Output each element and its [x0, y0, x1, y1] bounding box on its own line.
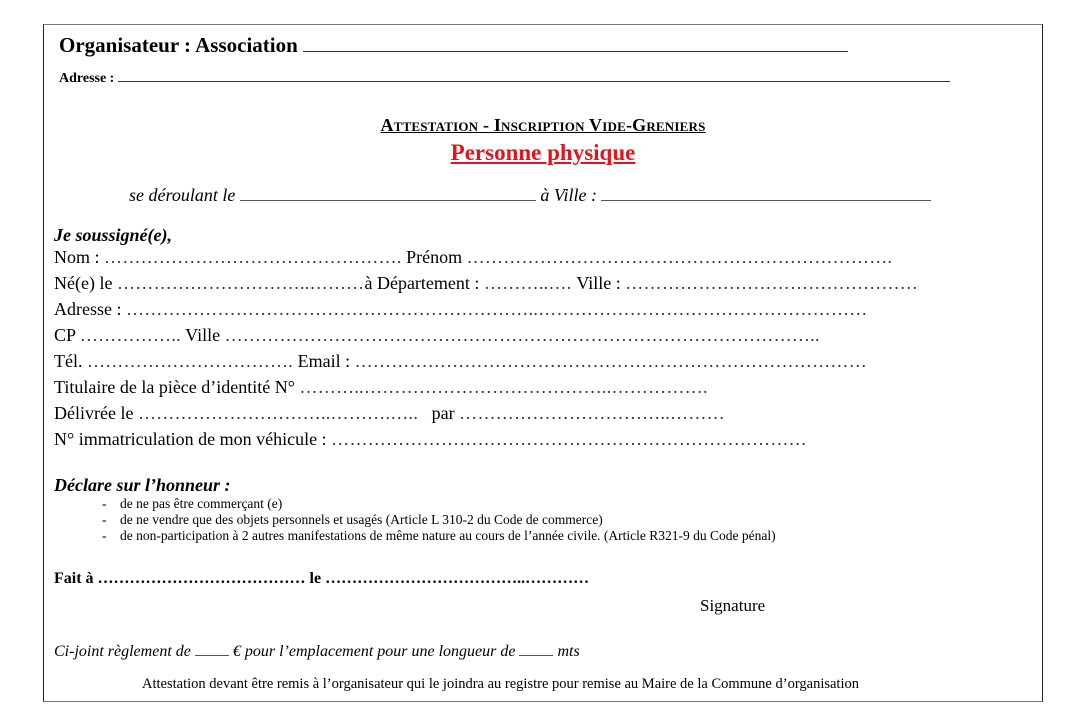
name-label: Nom :	[54, 247, 100, 267]
form-subtitle: Personne physique	[450, 140, 636, 165]
declaration-item: - de ne pas être commerçant (e)	[102, 496, 776, 512]
event-date-field[interactable]	[240, 199, 536, 201]
payment-label: Ci-joint règlement de	[54, 643, 191, 660]
issued-by-field[interactable]: ……………………………..………	[459, 403, 725, 423]
declaration-list	[102, 496, 776, 544]
city-label: Ville	[185, 325, 221, 345]
field-row-contact	[54, 348, 918, 374]
address-label: Adresse :	[59, 71, 115, 86]
length-field[interactable]	[519, 654, 553, 656]
vehicle-plate-label: N° immatriculation de mon véhicule :	[54, 429, 327, 449]
field-row-name	[54, 244, 918, 270]
signature-label: Signature	[700, 596, 766, 615]
address-field[interactable]: …………………………………………………………..………………………………………………	[125, 299, 868, 319]
declaration-item: - de non-participation à 2 autres manifestations de même nature au cours de l’année civile. (Article R321-9 du Code pénal)	[102, 528, 776, 544]
declaration-item: - de ne vendre que des objets personnels et usagés (Article L 310-2 du Code de commerce)	[102, 512, 776, 528]
address-line	[59, 71, 950, 87]
name-field[interactable]: ………………………………………….	[104, 247, 402, 267]
organiser-name-field[interactable]	[303, 50, 848, 52]
id-number-field[interactable]: ………..…………………………………..…………….	[299, 377, 708, 397]
date-label: le	[309, 570, 322, 587]
birth-city-field[interactable]: …………………………………………	[625, 273, 919, 293]
city-field[interactable]: ……………………………………………………………………………………..	[224, 325, 820, 345]
place-field[interactable]: …………………………………	[97, 570, 306, 587]
email-label: Email :	[297, 351, 351, 371]
phone-field[interactable]: …………………………….	[87, 351, 294, 371]
organiser-label: Organisateur : Association	[59, 33, 298, 57]
attestation-form	[43, 24, 1043, 702]
birth-city-label: Ville :	[576, 273, 621, 293]
declaration-heading: Déclare sur l’honneur :	[54, 475, 231, 495]
birthdate-label: Né(e) le	[54, 273, 113, 293]
email-field[interactable]: …………………………………………………………………………	[354, 351, 868, 371]
firstname-label: Prénom	[406, 247, 463, 267]
firstname-field[interactable]: …………………………………………………………….	[466, 247, 893, 267]
identity-fields	[54, 244, 918, 452]
postcode-label: CP	[54, 325, 76, 345]
event-city-field[interactable]	[601, 199, 931, 201]
form-title: Attestation - Inscription Vide-Greniers	[380, 115, 706, 135]
length-label: € pour l’emplacement pour une longueur de	[232, 643, 516, 660]
field-row-vehicle	[54, 426, 918, 452]
event-city-label: à Ville :	[540, 185, 597, 205]
event-line	[129, 185, 931, 206]
issued-date-label: Délivrée le	[54, 403, 134, 423]
place-date-line	[54, 570, 589, 588]
birthdate-field[interactable]: …………………………..………	[116, 273, 365, 293]
issued-date-field[interactable]: …………………………..……….…..	[137, 403, 419, 423]
date-field[interactable]: ………………………………..…………	[325, 570, 590, 587]
id-number-label: Titulaire de la pièce d’identité N°	[54, 377, 295, 397]
department-label: à Département :	[364, 273, 480, 293]
field-row-id	[54, 374, 918, 400]
footer-note: Attestation devant être remis à l’organisateur qui le joindra au registre pour remise au Maire de la Commune d’organisation	[142, 676, 859, 692]
field-row-birth	[54, 270, 918, 296]
payment-amount-field[interactable]	[195, 654, 229, 656]
address-label: Adresse :	[54, 299, 122, 319]
event-date-label: se déroulant le	[129, 185, 236, 205]
postcode-field[interactable]: ……………..	[79, 325, 181, 345]
department-field[interactable]: ………..….	[483, 273, 577, 293]
phone-label: Tél.	[54, 351, 83, 371]
vehicle-plate-field[interactable]: ……………………………………………………………………	[331, 429, 807, 449]
place-label: Fait à	[54, 570, 94, 587]
identity-heading: Je soussigné(e),	[54, 225, 172, 245]
field-row-cp	[54, 322, 918, 348]
meters-unit: mts	[557, 643, 580, 660]
organiser-line	[59, 33, 848, 58]
issued-by-label: par	[431, 403, 455, 423]
field-row-address	[54, 296, 918, 322]
field-row-issued	[54, 400, 918, 426]
payment-line	[54, 643, 580, 661]
organiser-address-field[interactable]	[118, 80, 950, 82]
